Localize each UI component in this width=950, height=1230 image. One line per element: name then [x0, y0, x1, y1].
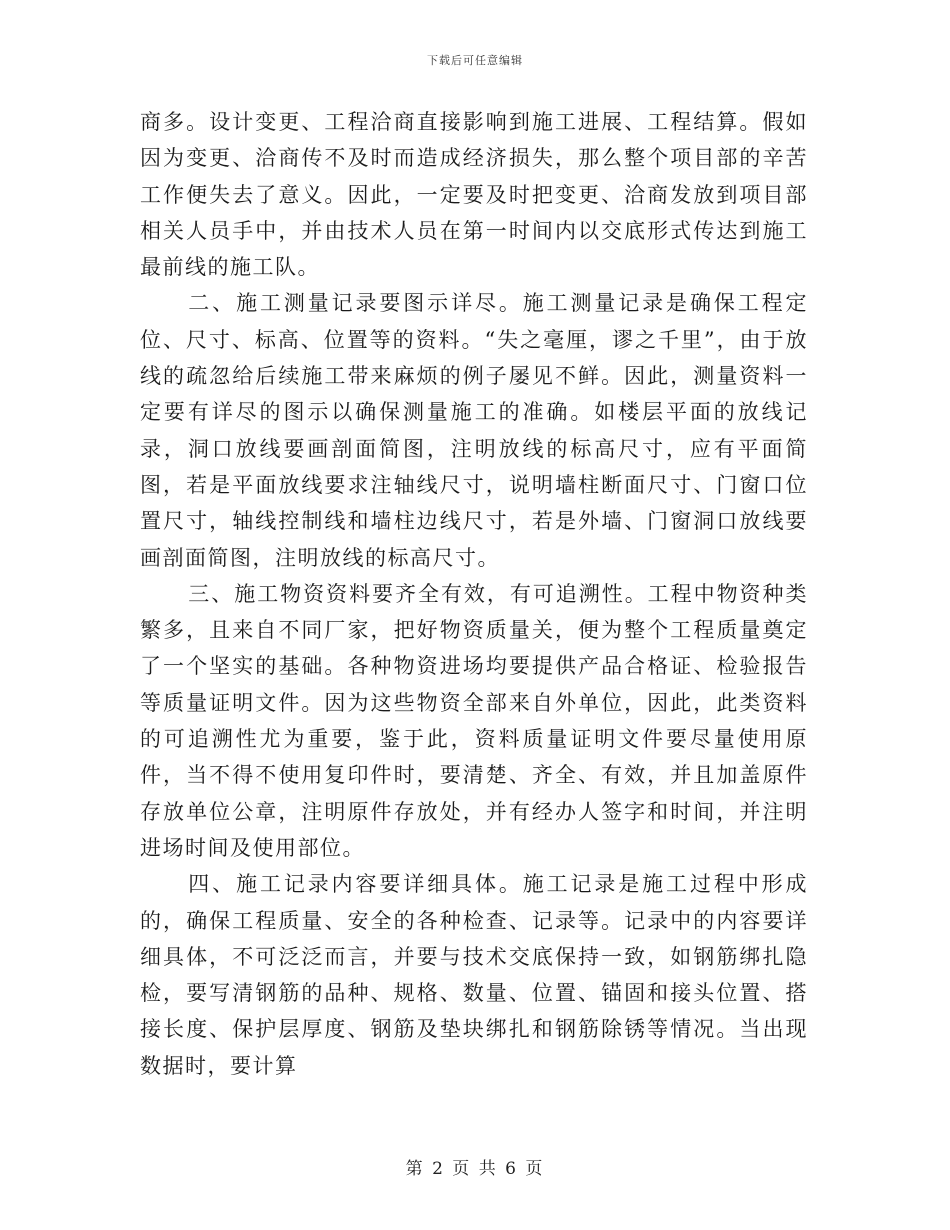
- paragraph-material-records: 三、施工物资资料要齐全有效，有可追溯性。工程中物资种类繁多，且来自不同厂家，把好物资质量关，便为整个工程质量奠定了一个坚实的基础。各种物资进场均要提供产品合格证、检验报告等质量证明文件。因为这些物资全部来自外单位，因此，此类资料的可追溯性尤为重要，鉴于此，资料质量证明文件要尽量使用原件，当不得不使用复印件时，要清楚、齐全、有效，并且加盖原件存放单位公章，注明原件存放处，并有经办人签字和时间，并注明进场时间及使用部位。: [140, 581, 808, 860]
- page-header-note: 下载后可任意编辑: [427, 54, 523, 67]
- paragraph-continuation: 商多。设计变更、工程洽商直接影响到施工进展、工程结算。假如因为变更、洽商传不及时而造成经济损失，那么整个项目部的辛苦工作便失去了意义。因此，一定要及时把变更、洽商发放到项目部相关人员手中，并由技术人员在第一时间内以交底形式传达到施工最前线的施工队。: [140, 110, 808, 280]
- paragraph-construction-records: 四、施工记录内容要详细具体。施工记录是施工过程中形成的，确保工程质量、安全的各种检查、记录等。记录中的内容要详细具体，不可泛泛而言，并要与技术交底保持一致，如钢筋绑扎隐检，要写清钢筋的品种、规格、数量、位置、锚固和接头位置、搭接长度、保护层厚度、钢筋及垫块绑扎和钢筋除锈等情况。当出现数据时，要计算: [140, 872, 808, 1078]
- paragraph-survey-records: 二、施工测量记录要图示详尽。施工测量记录是确保工程定位、尺寸、标高、位置等的资料。“失之毫厘，谬之千里”，由于放线的疏忽给后续施工带来麻烦的例子屡见不鲜。因此，测量资料一定要有详尽的图示以确保测量施工的准确。如楼层平面的放线记录，洞口放线要画剖面简图，注明放线的标高尺寸，应有平面简图，若是平面放线要求注轴线尺寸，说明墙柱断面尺寸、门窗口位置尺寸，轴线控制线和墙柱边线尺寸，若是外墙、门窗洞口放线要画剖面简图，注明放线的标高尺寸。: [140, 291, 808, 570]
- page-number: 第 2 页 共 6 页: [405, 1159, 545, 1179]
- document-body: [140, 104, 808, 1084]
